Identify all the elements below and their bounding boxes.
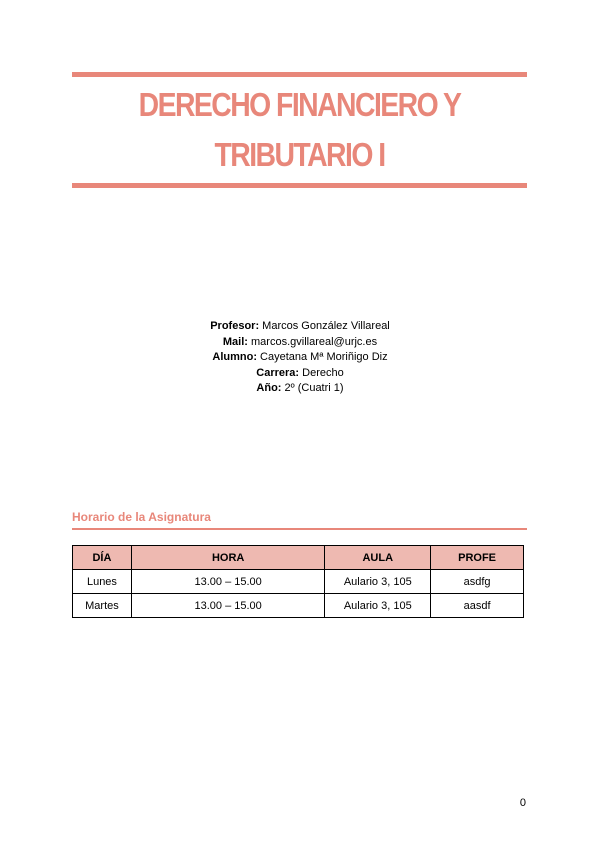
header-aula: AULA bbox=[325, 546, 431, 570]
info-line-alumno bbox=[0, 350, 600, 366]
schedule-heading-rule bbox=[72, 528, 527, 530]
page-number: 0 bbox=[519, 797, 526, 809]
table-header-row bbox=[73, 546, 524, 570]
cell-hora: 13.00 – 15.00 bbox=[131, 570, 324, 594]
info-value: marcos.gvillareal@urjc.es bbox=[247, 335, 378, 348]
table-row bbox=[73, 594, 524, 618]
info-label: Carrera: bbox=[256, 366, 300, 379]
header-profe: PROFE bbox=[431, 546, 524, 570]
document-title bbox=[104, 80, 495, 180]
cell-aula: Aulario 3, 105 bbox=[325, 594, 431, 618]
course-info bbox=[0, 319, 600, 397]
title-line-1: DERECHO FINANCIERO Y bbox=[138, 86, 461, 123]
info-label: Profesor: bbox=[210, 320, 260, 332]
cell-profe: asdfg bbox=[431, 570, 524, 594]
schedule-table bbox=[72, 545, 524, 618]
info-line-mail bbox=[0, 335, 600, 351]
info-line-profesor bbox=[0, 319, 600, 335]
table-row bbox=[73, 570, 524, 594]
title-top-rule bbox=[72, 72, 527, 77]
info-line-ano bbox=[0, 381, 600, 397]
cell-dia: Martes bbox=[73, 594, 132, 618]
cell-aula: Aulario 3, 105 bbox=[325, 570, 431, 594]
info-label: Alumno: bbox=[212, 351, 257, 363]
info-line-carrera bbox=[0, 366, 600, 382]
header-dia: DÍA bbox=[73, 546, 132, 570]
info-value: Marcos González Villareal bbox=[259, 320, 390, 332]
info-label: Año: bbox=[256, 382, 282, 394]
info-value: Derecho bbox=[299, 366, 344, 379]
cell-dia: Lunes bbox=[73, 570, 132, 594]
info-value: Cayetana Mª Moriñigo Diz bbox=[256, 351, 388, 363]
title-line-2: TRIBUTARIO I bbox=[214, 136, 385, 173]
info-value: 2º (Cuatri 1) bbox=[281, 382, 344, 394]
header-hora: HORA bbox=[131, 546, 324, 570]
info-label: Mail: bbox=[222, 335, 248, 348]
cell-hora: 13.00 – 15.00 bbox=[131, 594, 324, 618]
schedule-heading: Horario de la Asignatura bbox=[72, 510, 211, 524]
title-bottom-rule bbox=[72, 183, 527, 188]
cell-profe: aasdf bbox=[431, 594, 524, 618]
